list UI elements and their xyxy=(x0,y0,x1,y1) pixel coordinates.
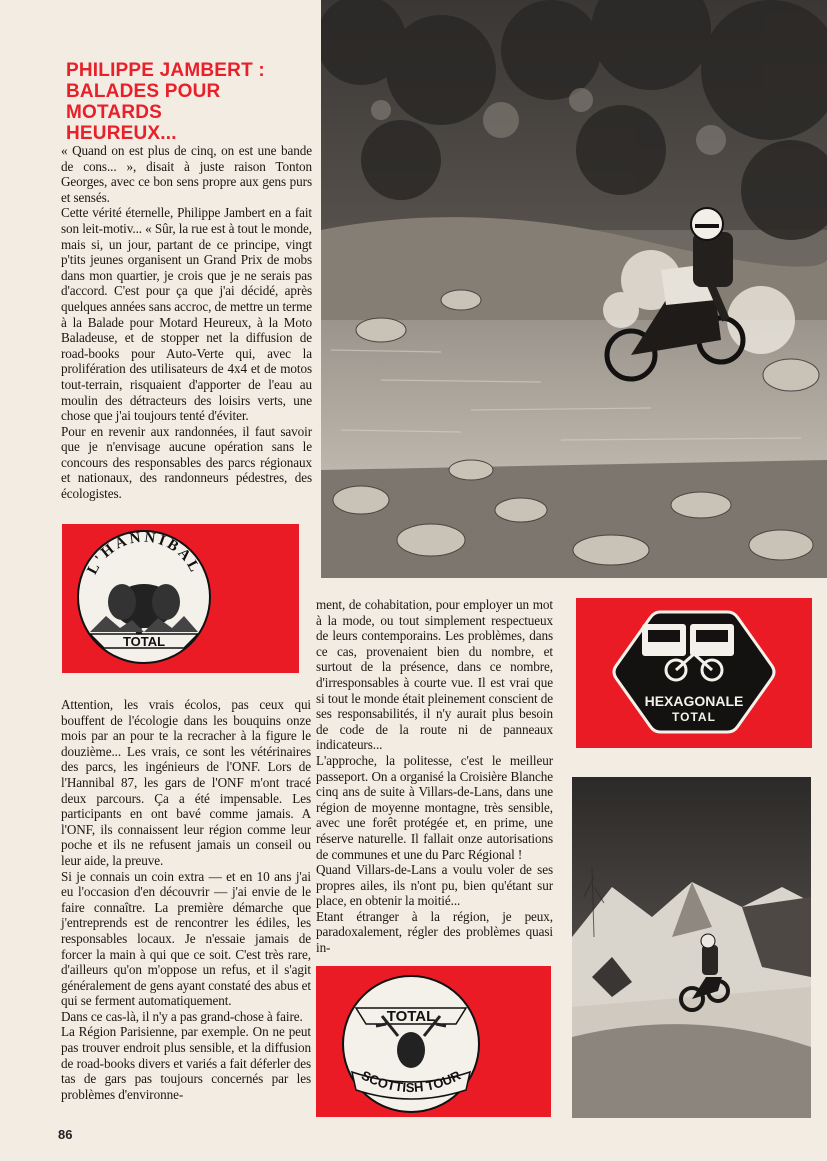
hexagonale-line1: HEXAGONALE xyxy=(644,693,744,709)
scottish-top-text: TOTAL xyxy=(386,1008,436,1025)
photo-snow-rider xyxy=(572,777,811,1118)
paragraph: Quand Villars-de-Lans a voulu voler de ses propres ailes, ils n'ont pu, bien qu'étant sur place, en obtenir la moitié... xyxy=(316,862,553,909)
headline-line: HEUREUX... xyxy=(66,123,177,144)
scottish-bottom-text: SCOTTISH TOUR xyxy=(359,1067,463,1096)
page-number: 86 xyxy=(58,1127,73,1142)
headline-line: BALADES POUR xyxy=(66,81,221,102)
hannibal-arc-text: L'HANNIBAL xyxy=(84,529,204,578)
hannibal-brand-text: TOTAL xyxy=(122,634,166,649)
paragraph: Dans ce cas-là, il n'y a pas grand-chose à faire. xyxy=(61,1008,303,1024)
scottish-tour-total-logo xyxy=(316,966,551,1117)
article-column-1 xyxy=(61,143,312,502)
headline-line: PHILIPPE JAMBERT : xyxy=(66,60,265,81)
article-column-2 xyxy=(61,697,311,1102)
paragraph: Si je connais un coin extra — et en 10 ans j'ai eu l'occasion d'en découvrir — j'ai envie de le faire connaître. La première démarche que j'entreprends est de rencontrer les édiles, les responsables locaux. Je n'essaie jamais de forcer la main à qui que ce soit. C'est très rare, d'ailleurs qu'on m'oppose un refus, et il s'agit généralement de gens ayant constaté des abus et qui se ferment automatiquement. xyxy=(61,868,311,1009)
headline-line: MOTARDS xyxy=(66,102,163,123)
paragraph: Etant étranger à la région, je peux, paradoxalement, régler des problèmes quasi in- xyxy=(316,908,553,956)
paragraph: « Quand on est plus de cinq, on est une bande de cons... », disait à juste raison Tonton Georges, avec ce bon sens propre aux gens purs et sensés. xyxy=(61,143,312,205)
paragraph: Pour en revenir aux randonnées, il faut savoir que je n'envisage aucune opération sans le concours des responsables des parcs régionaux et nationaux, des randonneurs pédestres, des écologistes. xyxy=(61,423,312,502)
paragraph: Cette vérité éternelle, Philippe Jambert en a fait son leit-motiv... « Sûr, la rue est à tout le monde, mais si, un jour, partant de ce principe, vingt p'tits jeunes organisent un Grand Prix de mobs dans mon quartier, je crois que je ne serais pas d'accord. C'est pour ça que j'ai décidé, après quelques années sans accroc, de mettre un terme à la Balade pour Motard Heureux, à la Moto Baladeuse, et de stopper net la diffusion de road-books pour Auto-Verte qui, avec la prolifération des utilisateurs de 4x4 et de motos tout-terrain, risquaient d'apporter de l'eau au moulin des détracteurs des loisirs verts, une chose que j'ai toujours tenté d'éviter. xyxy=(61,205,312,424)
paragraph: ment, de cohabitation, pour employer un mot à la mode, ou tout simplement respectueux de leurs contemporains. Les problèmes, dans ce cas, provenaient bien du nombre, et surtout de la présence, dans ce nombre, d'irresponsables à courte vue. Il est vrai que si tout le monde était pleinement conscient de ses responsabilités, il n'y aurait plus besoin de code de la route ni de panneaux indicateurs... xyxy=(316,597,553,753)
hexagonale-total-logo xyxy=(576,598,812,748)
hexagonale-line2: TOTAL xyxy=(672,710,716,724)
article-column-3 xyxy=(316,597,553,956)
hannibal-total-logo xyxy=(62,524,299,673)
photo-stream-crossing xyxy=(321,0,827,578)
paragraph: L'approche, la politesse, c'est le meilleur passeport. On a organisé la Croisière Blanche cinq ans de suite à Villars-de-Lans, dans une région de moyenne montagne, très sensible, avec une forêt protégée et, en prime, une réserve naturelle. Il fallait onze autorisations de communes et une du Parc Régional ! xyxy=(316,752,553,862)
paragraph: Attention, les vrais écolos, pas ceux qui bouffent de l'écologie dans les bouquins onze mois par an pour te la recracher à la figure le douzième... Les vrais, ce sont les vétérinaires des parcs, les ingénieurs de l'ONF. Lors de l'Hannibal 87, les gars de l'ONF m'ont tracé deux parcours. Ça a été impensable. Les participants en ont bavé comme jamais. A l'ONF, ils connaissent leur région comme leur poche et ils ne refusent jamais un conseil ou leur aide, la preuve. xyxy=(61,697,311,868)
article-headline xyxy=(66,60,316,144)
paragraph: La Région Parisienne, par exemple. On ne peut pas trouver endroit plus sensible, et la diffusion de road-books divers et variés a fait déferler des tas de gars pas toujours concernés par les problèmes d'environne- xyxy=(61,1024,311,1102)
